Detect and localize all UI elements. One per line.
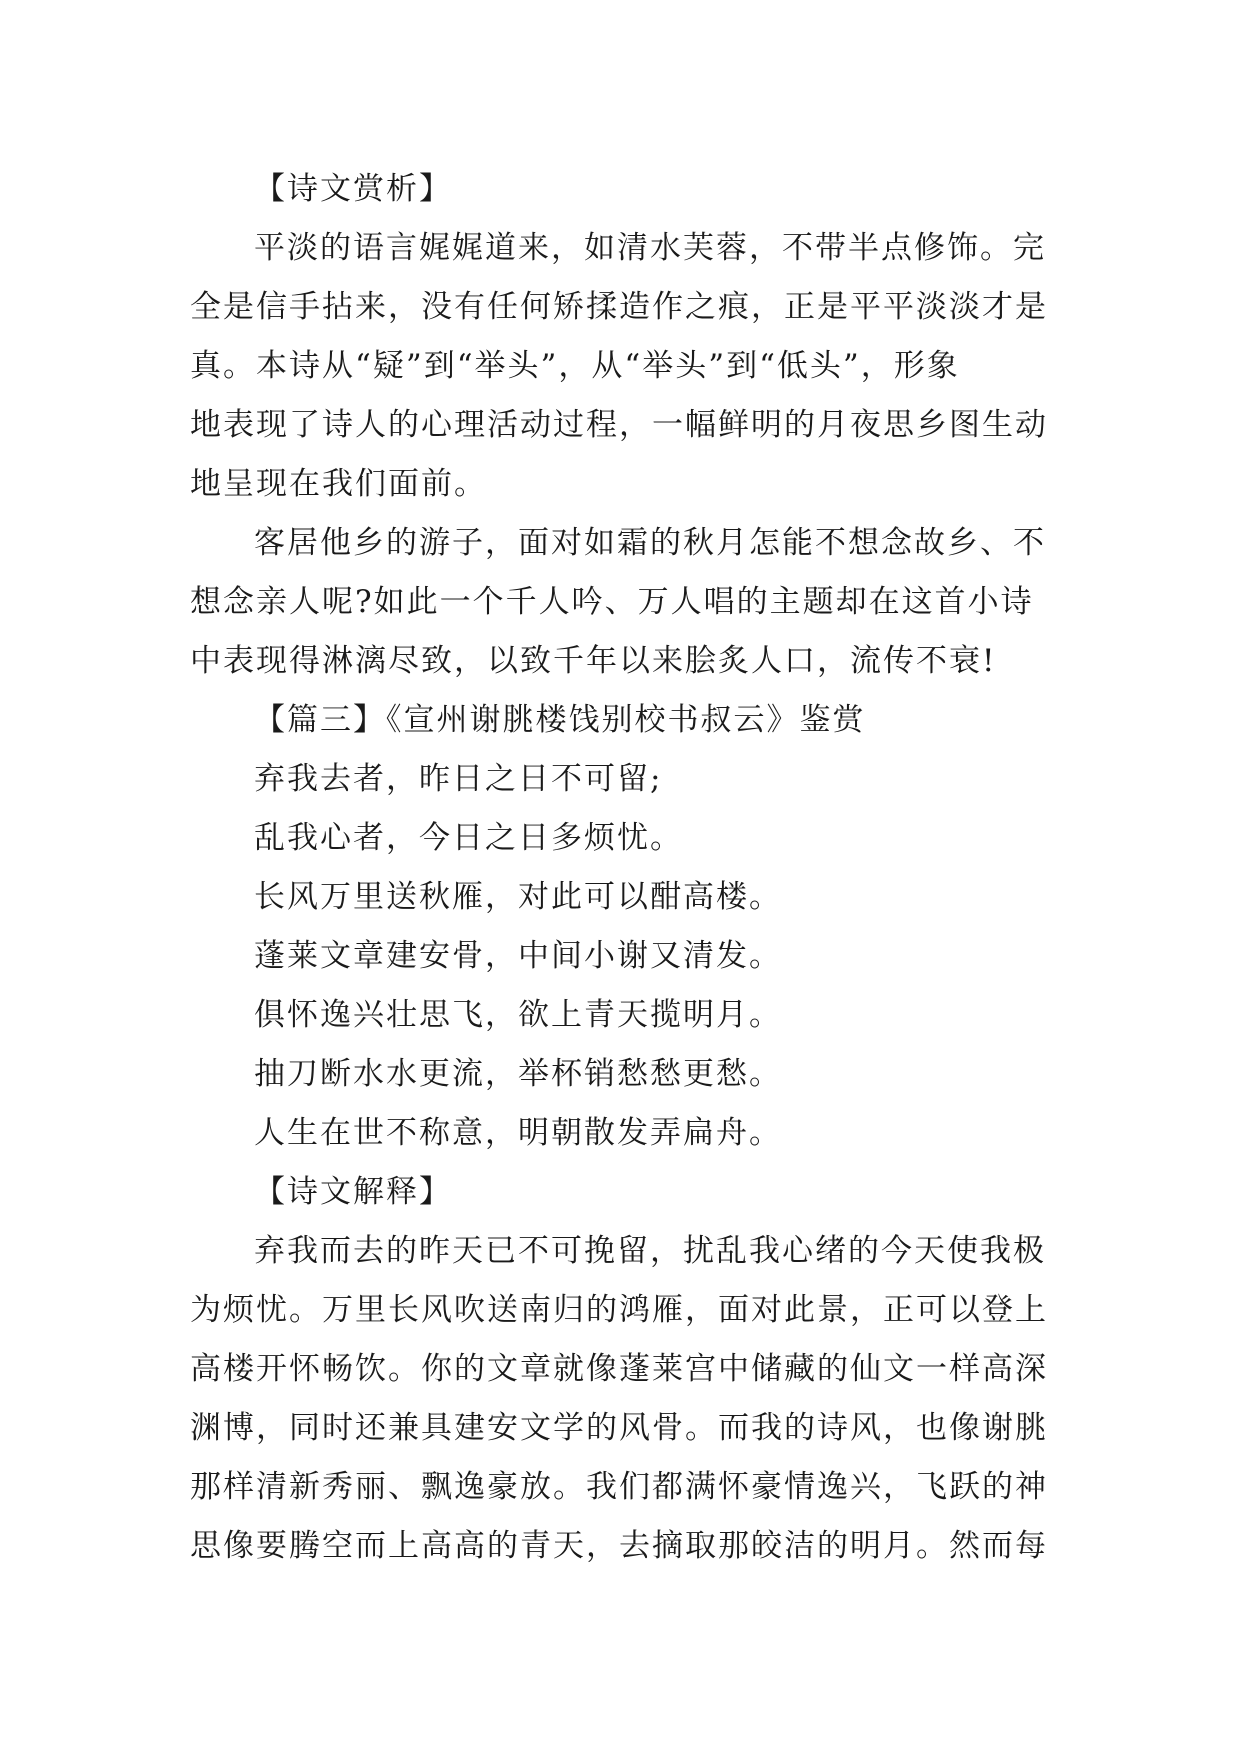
text-line: 那样清新秀丽、飘逸豪放。我们都满怀豪情逸兴，飞跃的神 xyxy=(190,1469,1048,1505)
text-line: 高楼开怀畅饮。你的文章就像蓬莱宫中储藏的仙文一样高深 xyxy=(190,1351,1048,1387)
poem-line: 抽刀断水水更流，举杯销愁愁更愁。 xyxy=(254,1056,782,1092)
explanation-paragraph xyxy=(190,1222,1060,1576)
poem-line: 蓬莱文章建安骨，中间小谢又清发。 xyxy=(254,938,782,974)
text-line: 全是信手拈来，没有任何矫揉造作之痕，正是平平淡淡才是 xyxy=(190,289,1048,325)
text-line: 中表现得淋漓尽致，以致千年以来脍炙人口，流传不衰! xyxy=(190,643,997,679)
text-line: 地呈现在我们面前。 xyxy=(190,466,487,502)
poem-line: 人生在世不称意，明朝散发弄扁舟。 xyxy=(254,1115,782,1151)
text-line: 想念亲人呢?如此一个千人吟、万人唱的主题却在这首小诗 xyxy=(190,584,1034,620)
text-line: 思像要腾空而上高高的青天，去摘取那皎洁的明月。然而每 xyxy=(190,1528,1048,1564)
document-body xyxy=(190,160,1060,1576)
article-title: 【篇三】《宣州谢朓楼饯别校书叔云》鉴赏 xyxy=(254,702,866,738)
section-heading-appreciation: 【诗文赏析】 xyxy=(254,171,452,207)
text-line: 地表现了诗人的心理活动过程，一幅鲜明的月夜思乡图生动 xyxy=(190,407,1048,443)
poem-line: 乱我心者，今日之日多烦忧。 xyxy=(254,820,683,856)
poem-block xyxy=(190,750,1060,1163)
appreciation-paragraph-2 xyxy=(190,514,1060,691)
text-line: 弃我而去的昨天已不可挽留，扰乱我心绪的今天使我极 xyxy=(254,1233,1046,1269)
text-line: 平淡的语言娓娓道来，如清水芙蓉，不带半点修饰。完 xyxy=(254,230,1046,266)
poem-line: 长风万里送秋雁，对此可以酣高楼。 xyxy=(254,879,782,915)
text-line: 渊博，同时还兼具建安文学的风骨。而我的诗风，也像谢朓 xyxy=(190,1410,1048,1446)
text-line: 客居他乡的游子，面对如霜的秋月怎能不想念故乡、不 xyxy=(254,525,1046,561)
text-line: 真。本诗从“疑”到“举头”，从“举头”到“低头”，形象 xyxy=(190,348,960,384)
text-line: 为烦忧。万里长风吹送南归的鸿雁，面对此景，正可以登上 xyxy=(190,1292,1048,1328)
section-heading-explanation: 【诗文解释】 xyxy=(254,1174,452,1210)
poem-line: 俱怀逸兴壮思飞，欲上青天揽明月。 xyxy=(254,997,782,1033)
poem-line: 弃我去者，昨日之日不可留; xyxy=(254,761,663,797)
appreciation-paragraph-1 xyxy=(190,219,1060,514)
